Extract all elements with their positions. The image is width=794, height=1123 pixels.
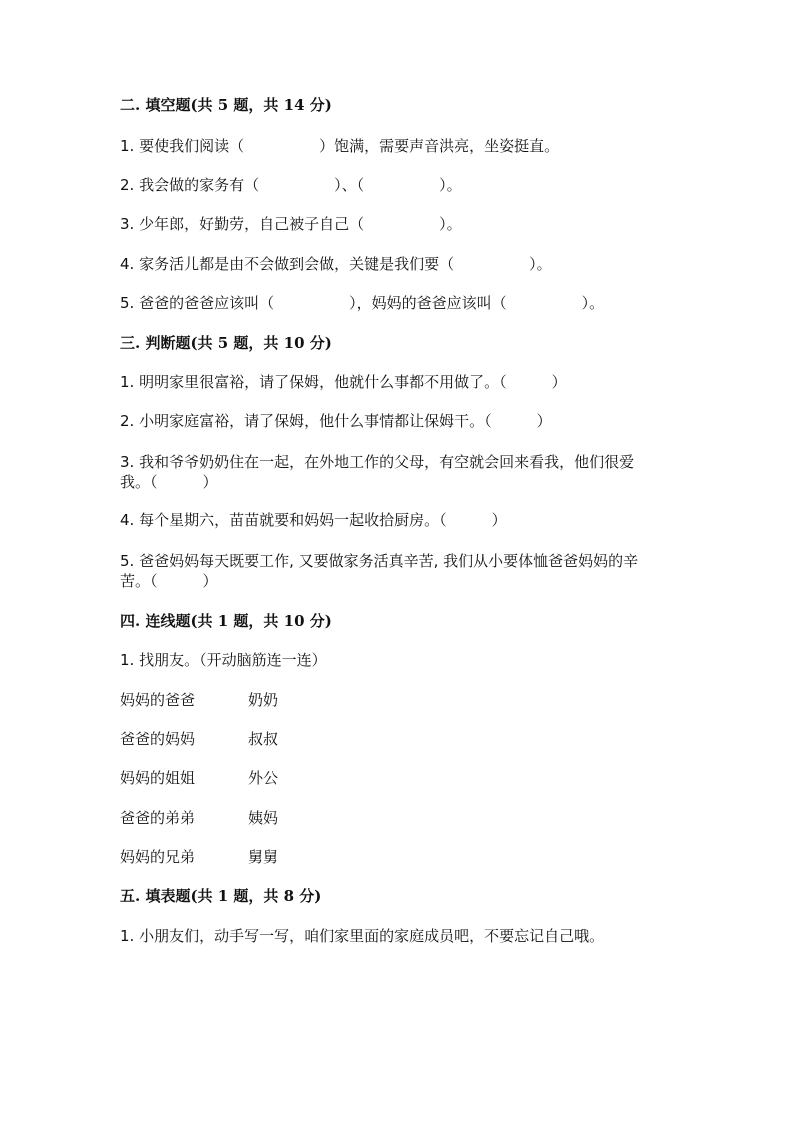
match-left-item: 妈妈的姐姐 (120, 769, 196, 787)
fill-question-1: 1. 要使我们阅读（ ）饱满，需要声音洪亮，坐姿挺直。 (120, 137, 560, 155)
section-4-heading: 四. 连线题(共 1 题，共 10 分) (120, 612, 332, 630)
match-right-item: 外公 (248, 769, 279, 787)
section-2-heading: 二. 填空题(共 5 题，共 14 分) (120, 96, 332, 114)
match-right-item: 姨妈 (248, 809, 279, 827)
section-3-heading: 三. 判断题(共 5 题，共 10 分) (120, 334, 332, 352)
judge-question-3-line-2: 我。（ ） (120, 473, 218, 491)
fill-question-4: 4. 家务活儿都是由不会做到会做，关键是我们要（ ）。 (120, 255, 552, 273)
match-right-item: 叔叔 (248, 730, 279, 748)
match-left-item: 爸爸的妈妈 (120, 730, 196, 748)
match-left-item: 爸爸的弟弟 (120, 809, 196, 827)
judge-question-5-line-2: 苦。（ ） (120, 572, 218, 590)
match-left-item: 妈妈的兄弟 (120, 848, 196, 866)
judge-question-3-line-1: 3. 我和爷爷奶奶住在一起，在外地工作的父母，有空就会回来看我，他们很爱 (120, 453, 635, 471)
table-question-1: 1. 小朋友们，动手写一写，咱们家里面的家庭成员吧，不要忘记自己哦。 (120, 927, 605, 945)
judge-question-4: 4. 每个星期六，苗苗就要和妈妈一起收拾厨房。（ ） (120, 511, 507, 529)
match-right-item: 舅舅 (248, 848, 279, 866)
fill-question-5: 5. 爸爸的爸爸应该叫（ ），妈妈的爸爸应该叫（ ）。 (120, 294, 605, 312)
fill-question-3: 3. 少年郎，好勤劳，自己被子自己（ ）。 (120, 215, 462, 233)
judge-question-1: 1. 明明家里很富裕，请了保姆，他就什么事都不用做了。（ ） (120, 373, 567, 391)
judge-question-5-line-1: 5. 爸爸妈妈每天既要工作, 又要做家务活真辛苦, 我们从小要体恤爸爸妈妈的辛 (120, 552, 639, 570)
section-5-heading: 五. 填表题(共 1 题，共 8 分) (120, 887, 322, 905)
judge-question-2: 2. 小明家庭富裕，请了保姆，他什么事情都让保姆干。（ ） (120, 412, 552, 430)
match-left-item: 妈妈的爸爸 (120, 691, 196, 709)
match-question-1: 1. 找朋友。（开动脑筋连一连） (120, 651, 327, 669)
fill-question-2: 2. 我会做的家务有（ ）、（ ）。 (120, 176, 462, 194)
match-right-item: 奶奶 (248, 691, 279, 709)
